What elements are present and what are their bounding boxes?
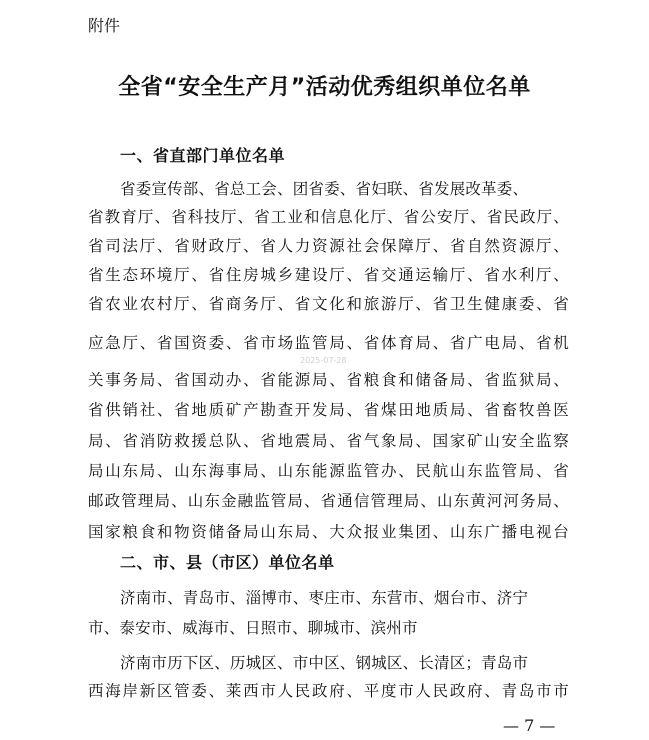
section-heading-cities-counties: 二、市、县（市区）单位名单	[120, 553, 335, 572]
paragraph-line: 省农业农村厅、省商务厅、省文化和旅游厅、省卫生健康委、省	[88, 295, 569, 313]
paragraph-line: 济南市、青岛市、淄博市、枣庄市、东营市、烟台市、济宁	[120, 589, 529, 607]
paragraph-line: 省委宣传部、省总工会、团省委、省妇联、省发展改革委、	[120, 180, 529, 198]
paragraph-line: 局山东局、山东海事局、山东能源监管办、民航山东监管局、省	[88, 462, 569, 480]
paragraph-line: 西海岸新区管委、莱西市人民政府、平度市人民政府、青岛市市	[88, 682, 569, 700]
paragraph-line: 省生态环境厅、省住房城乡建设厅、省交通运输厅、省水利厅、	[88, 266, 569, 284]
paragraph-line: 省司法厅、省财政厅、省人力资源社会保障厅、省自然资源厅、	[88, 237, 569, 255]
paragraph-line: 省供销社、省地质矿产勘查开发局、省煤田地质局、省畜牧兽医	[88, 401, 569, 419]
section-heading-provincial-departments: 一、省直部门单位名单	[120, 146, 286, 165]
paragraph-line: 济南市历下区、历城区、市中区、钢城区、长清区；青岛市	[120, 654, 529, 672]
attachment-label: 附件	[88, 16, 121, 35]
paragraph-line: 邮政管理局、山东金融监管局、省通信管理局、山东黄河河务局、	[88, 492, 569, 510]
date-watermark: 2025-07-28	[300, 356, 347, 365]
page-number: — 7 —	[503, 716, 556, 735]
paragraph-line: 市、泰安市、威海市、日照市、聊城市、滨州市	[88, 619, 418, 637]
paragraph-line: 国家粮食和物资储备局山东局、大众报业集团、山东广播电视台	[88, 523, 569, 541]
paragraph-line: 应急厅、省国资委、省市场监管局、省体育局、省广电局、省机	[88, 334, 569, 352]
page-title: 全省“安全生产月”活动优秀组织单位名单	[118, 75, 531, 100]
paragraph-line: 省教育厅、省科技厅、省工业和信息化厅、省公安厅、省民政厅、	[88, 208, 569, 226]
paragraph-line: 关事务局、省国动办、省能源局、省粮食和储备局、省监狱局、	[88, 371, 569, 389]
paragraph-line: 局、省消防救援总队、省地震局、省气象局、国家矿山安全监察	[88, 432, 569, 450]
